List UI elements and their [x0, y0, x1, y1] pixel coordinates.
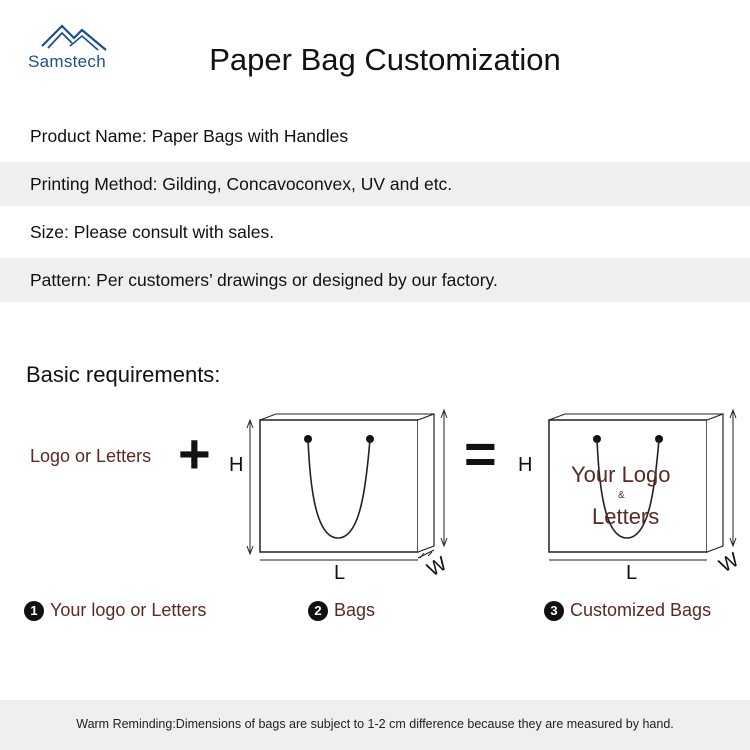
plus-sign: +	[178, 422, 211, 485]
step-label: Bags	[334, 600, 376, 620]
logo-or-letters-text: Logo or Letters	[30, 446, 152, 466]
custom-bag-height-label: H	[518, 454, 533, 476]
step-3	[544, 600, 711, 621]
info-row-printing-method	[0, 162, 750, 206]
custom-bag-width-label: W	[715, 548, 743, 578]
step-label: Your logo or Letters	[50, 600, 207, 620]
step-1	[24, 600, 206, 621]
step-2	[308, 600, 375, 621]
info-row-label: Pattern: Per customers’ drawings or designed by our factory.	[30, 270, 498, 290]
info-row-pattern	[0, 258, 750, 302]
custom-bag-length-label: L	[626, 562, 638, 584]
custom-letters-text: Letters	[592, 504, 660, 529]
custom-logo-text: Your Logo	[571, 462, 671, 487]
step-number-badge: 2	[308, 601, 328, 621]
page-title: Paper Bag Customization	[209, 42, 561, 77]
brand-name: Samstech	[28, 52, 106, 71]
footer-reminder: Warm Reminding:Dimensions of bags are subject to 1-2 cm difference because they are measured by hand.	[0, 700, 750, 750]
step-label: Customized Bags	[570, 600, 712, 620]
info-row-label: Size: Please consult with sales.	[30, 222, 275, 242]
step-number-badge: 3	[544, 601, 564, 621]
info-row-label: Product Name: Paper Bags with Handles	[30, 126, 349, 146]
plain-bag-illustration	[244, 408, 454, 568]
bag-length-label: L	[334, 562, 346, 584]
requirements-heading: Basic requirements:	[26, 362, 221, 387]
custom-amp-text: &	[618, 490, 625, 501]
info-row-product-name	[0, 114, 750, 158]
step-number-badge: 1	[24, 601, 44, 621]
bag-height-label: H	[229, 454, 244, 476]
info-row-size	[0, 210, 750, 254]
info-row-label: Printing Method: Gilding, Concavoconvex, UV and etc.	[30, 174, 453, 194]
customized-bag-illustration	[533, 408, 743, 568]
equals-sign: =	[464, 422, 497, 485]
bag-width-label: W	[423, 552, 451, 582]
